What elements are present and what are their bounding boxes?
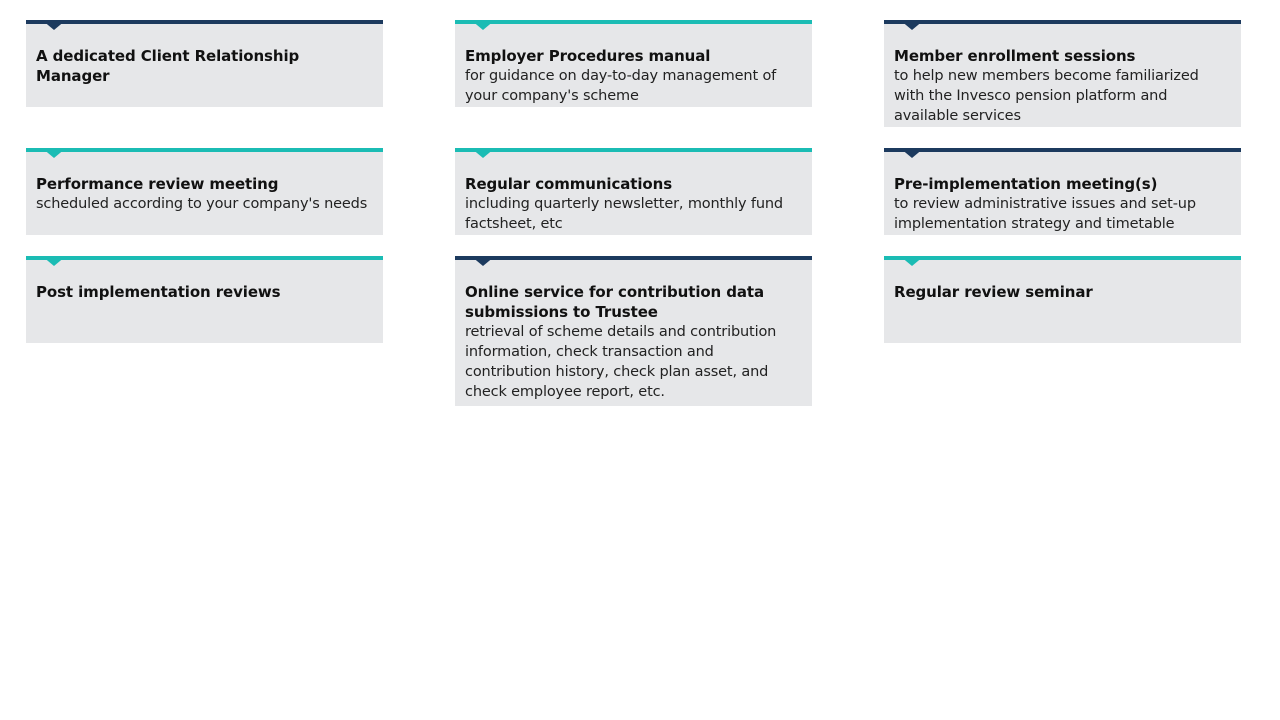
card-tab-marker [471,148,495,158]
card-description: scheduled according to your company's needs [36,196,368,212]
card-description: for guidance on day-to-day management of your company's scheme [465,68,777,104]
card-title: Performance review meeting [36,175,279,193]
card-description: to help new members become familiarized with the Invesco pension platform and available services [894,68,1199,124]
card-tab-marker [471,20,495,30]
card-tab-marker [900,148,924,158]
card-title: Employer Procedures manual [465,47,711,65]
card-tab-marker [42,256,66,266]
card-title: Online service for contribution data submissions to Trustee [465,283,765,321]
card-title: Regular communications [465,175,673,193]
card-tab-marker [900,256,924,266]
card-regular-review-seminar [884,256,1241,343]
card-online-service [455,256,812,406]
card-title: Regular review seminar [894,283,1093,301]
card-tab-marker [42,20,66,30]
card-pre-implementation-meetings [884,148,1241,235]
card-description: including quarterly newsletter, monthly fund factsheet, etc [465,196,783,232]
card-performance-review-meeting [26,148,383,235]
card-member-enrollment-sessions [884,20,1241,127]
card-title: A dedicated Client Relationship Manager [36,47,300,85]
card-description: to review administrative issues and set-up implementation strategy and timetable [894,196,1196,232]
card-regular-communications [455,148,812,235]
card-title: Member enrollment sessions [894,47,1136,65]
card-employer-procedures-manual [455,20,812,107]
card-tab-marker [471,256,495,266]
card-client-relationship-manager [26,20,383,107]
card-tab-marker [900,20,924,30]
card-title: Post implementation reviews [36,283,281,301]
card-tab-marker [42,148,66,158]
card-description: retrieval of scheme details and contribution information, check transaction and contribution history, check plan asset, and check employee report, etc. [465,324,777,400]
card-post-implementation-reviews [26,256,383,343]
card-title: Pre-implementation meeting(s) [894,175,1158,193]
